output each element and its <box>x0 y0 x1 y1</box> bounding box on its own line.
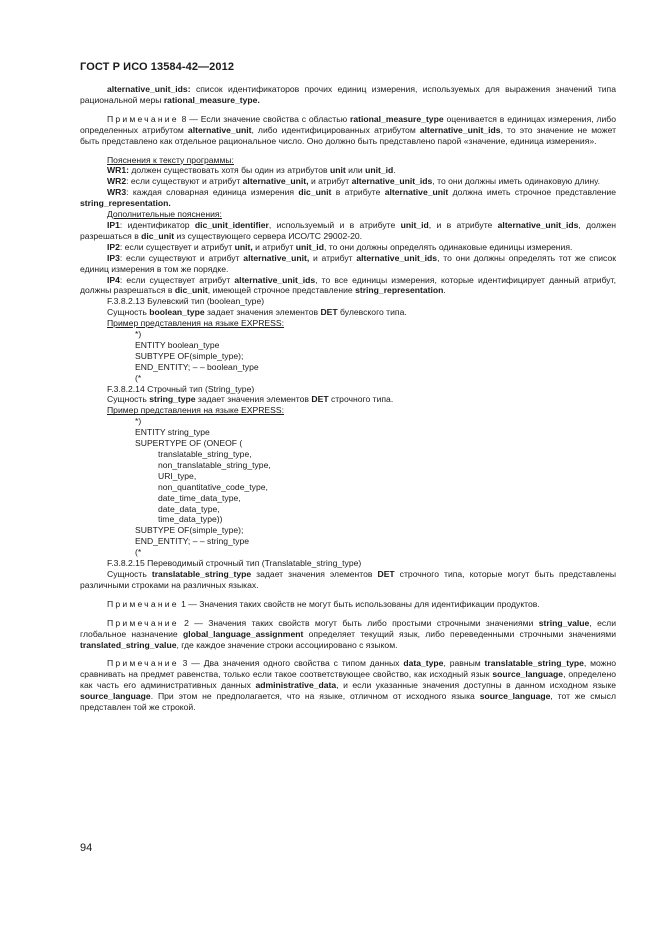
code-line: END_ENTITY; – – boolean_type <box>135 361 259 372</box>
string-type-paragraph: Сущность string_type задает значения элементов DET строчного типа. <box>107 394 394 405</box>
wr2-rule: WR2: если существуют и атрибут alternative_unit, и атрибут alternative_unit_ids, то они должны иметь одинаковую длину. <box>107 176 600 187</box>
code-line: END_ENTITY; – – string_type <box>135 536 250 547</box>
wr3-rule: WR3: каждая словарная единица измерения dic_unit в атрибуте alternative_unit должна иметь строчное представление string_representation. <box>80 187 617 209</box>
section-translatable-string-type-heading: F.3.8.2.15 Переводимый строчный тип (Translatable_string_type) <box>107 558 362 569</box>
boolean-example-heading: Пример представления на языке EXPRESS: <box>107 318 285 329</box>
string-example-heading: Пример представления на языке EXPRESS: <box>107 405 285 416</box>
section-boolean-type-heading: F.3.8.2.13 Булевский тип (boolean_type) <box>107 296 265 307</box>
note-3: Примечание 3 — Два значения одного свойства с типом данных data_type, равным translatable_string_type, можно сравнивать на предмет равенства, только если такое соответствующее свойство, как исходный язык source_language, определено как часть его административных данных administrative_data, и если указанные значения доступны в данном исходном языке source_language. При этом не предполагается, что на языке, отличном от исходного языка source_language, тот же смысл представлен той же строкой. <box>80 658 617 713</box>
code-line: URI_type, <box>158 470 197 481</box>
code-line: translatable_string_type, <box>158 449 252 459</box>
section-string-type-heading: F.3.8.2.14 Строчный тип (String_type) <box>107 383 255 394</box>
code-line: time_data_type)) <box>158 514 223 525</box>
ip3-rule: IP3: если существуют и атрибут alternative_unit, и атрибут alternative_unit_ids, то они должны определять тот же список единиц измерения в том же порядке. <box>80 252 616 274</box>
code-line: SUPERTYPE OF (ONEOF ( <box>135 438 243 449</box>
code-line: *) <box>135 329 142 340</box>
code-line: non_translatable_string_type, <box>158 459 271 470</box>
alternative-unit-ids-paragraph: alternative_unit_ids: список идентификаторов прочих единиц измерения, используемых для выражения значений типа рациональной меры rational_measure_type. <box>80 84 616 105</box>
note-1: Примечание 1 — Значения таких свойств не могут быть использованы для идентификации продуктов. <box>107 598 540 609</box>
code-line: date_time_data_type, <box>158 492 241 503</box>
ip1-rule: IP1: идентификатор dic_unit_identifier, используемый и в атрибуте unit_id, и в атрибуте alternative_unit_ids, должен разрешаться в dic_unit из существующего сервера ИСО/ТС 29002-20. <box>80 219 616 241</box>
program-notes-heading: Пояснения к тексту программы: <box>107 154 234 165</box>
document-header: ГОСТ Р ИСО 13584-42—2012 <box>80 61 235 73</box>
ip2-rule: IP2: если существует и атрибут unit, и атрибут unit_id, то они должны определять одинаковые единицы измерения. <box>107 241 573 252</box>
note-8: Примечание 8 — Если значение свойства с областью rational_measure_type оценивается в единицах измерения, либо определенных атрибутом alternative_unit, либо идентифицированных атрибутом alternative_unit_ids, то это значение не может быть представлено как отдельное рациональное число. Оно должно быть представлено парой «значение, единица измерения». <box>80 113 616 146</box>
ip4-rule: IP4: если существует атрибут alternative_unit_ids, то все единицы измерения, которые идентифицирует данный атрибут, должны разрешаться в dic_unit, имеющей строчное представление string_representation. <box>80 274 616 296</box>
code-line: (* <box>135 547 142 558</box>
wr1-rule: WR1: должен существовать хотя бы один из атрибутов unit или unit_id. <box>107 165 396 176</box>
code-line: date_data_type, <box>158 503 220 514</box>
code-line: (* <box>135 372 142 383</box>
code-line: SUBTYPE OF(simple_type); <box>135 350 244 361</box>
additional-notes-heading: Дополнительные пояснения: <box>107 209 222 220</box>
page-number: 94 <box>80 842 93 854</box>
boolean-type-paragraph: Сущность boolean_type задает значения элементов DET булевского типа. <box>107 307 407 318</box>
code-line: ENTITY boolean_type <box>135 339 220 350</box>
code-line: SUBTYPE OF(simple_type); <box>135 525 244 536</box>
code-line: non_quantitative_code_type, <box>158 481 268 492</box>
code-line: ENTITY string_type <box>135 427 210 438</box>
translatable-string-type-paragraph: Сущность translatable_string_type задает значения элементов DET строчного типа, которые могут быть представлены различными строками на различных языках. <box>80 568 616 590</box>
document-body <box>80 84 616 713</box>
note-2: Примечание 2 — Значения таких свойств могут быть либо простыми строчными значениями string_value, если глобальное назначение global_language_assignment определяет текущий язык, либо переведенными строчными значениями translated_string_value, где каждое значение строки ассоциировано с языком. <box>80 617 616 650</box>
code-line: *) <box>135 416 142 427</box>
